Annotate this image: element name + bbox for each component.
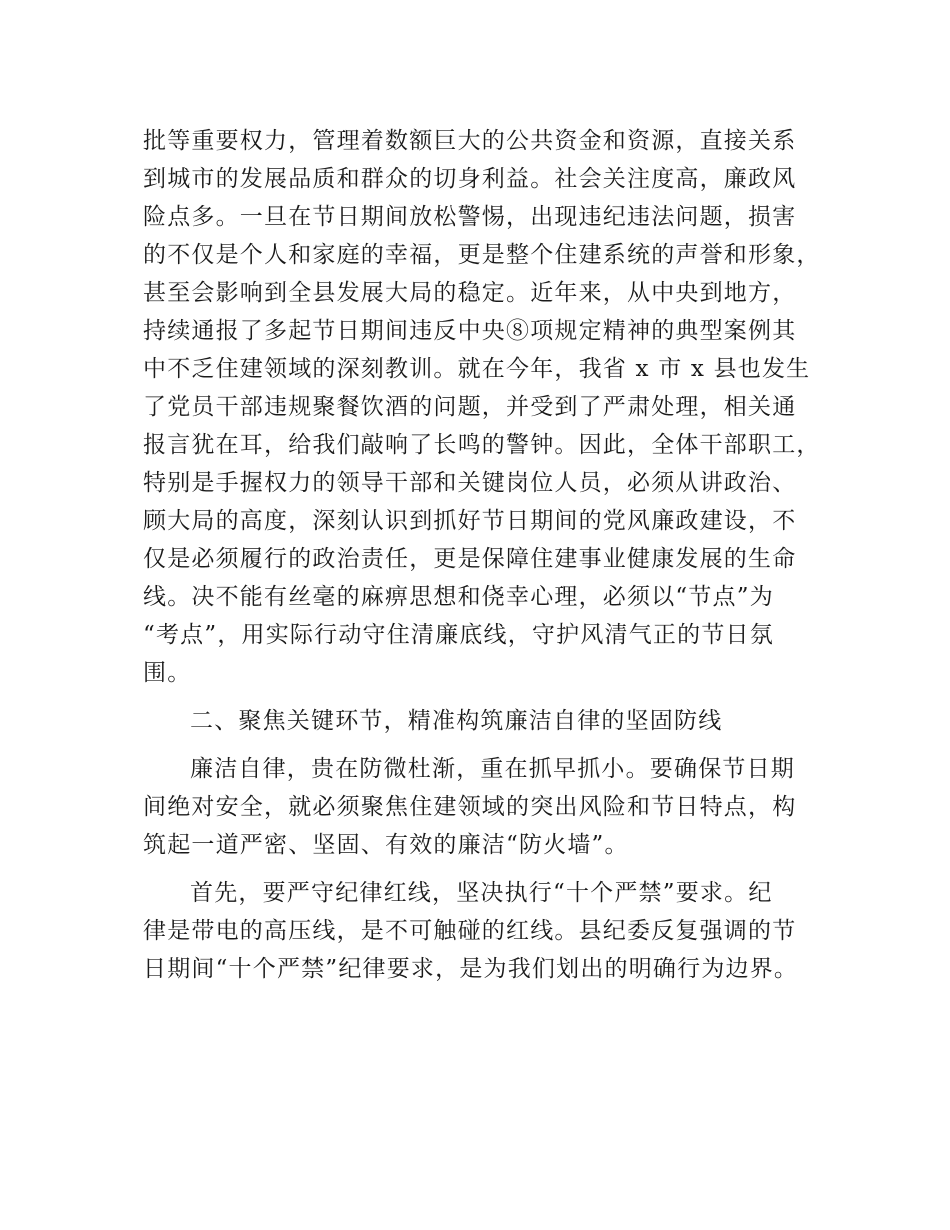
text-line: 围。: [143, 660, 192, 686]
text-line: 险点多。一旦在节日期间放松警惕，出现违纪违法问题，损害: [143, 204, 797, 230]
text-line: 甚至会影响到全县发展大局的稳定。近年来，从中央到地方，: [143, 280, 797, 306]
text-line: 持续通报了多起节日期间违反中央⑧项规定精神的典型案例其: [143, 318, 797, 344]
text-line: 律是带电的高压线，是不可触碰的红线。县纪委反复强调的节: [143, 918, 797, 944]
text-line: 顾大局的高度，深刻认识到抓好节日期间的党风廉政建设，不: [143, 508, 797, 534]
body-paragraph: [143, 122, 843, 692]
document-body: [143, 122, 843, 988]
text-line: 批等重要权力，管理着数额巨大的公共资金和资源，直接关系: [143, 128, 797, 154]
body-paragraph: [143, 874, 843, 988]
section-heading: [143, 702, 843, 740]
text-line: 日期间“十个严禁”纪律要求，是为我们划出的明确行为边界。: [143, 956, 799, 982]
text-line: “考点”，用实际行动守住清廉底线，守护风清气正的节日氛: [143, 622, 774, 648]
body-paragraph: [143, 750, 843, 864]
text-line: 中不乏住建领域的深刻教训。就在今年，我省 x 市 x 县也发生: [143, 356, 811, 382]
text-line: 特别是手握权力的领导干部和关键岗位人员，必须从讲政治、: [143, 470, 797, 496]
text-line: 间绝对安全，就必须聚焦住建领域的突出风险和节日特点，构: [143, 794, 797, 820]
text-line: 了党员干部违规聚餐饮酒的问题，并受到了严肃处理，相关通: [143, 394, 797, 420]
text-line: 报言犹在耳，给我们敲响了长鸣的警钟。因此，全体干部职工，: [143, 432, 821, 458]
text-line: 筑起一道严密、坚固、有效的廉洁“防火墙”。: [143, 832, 629, 858]
text-line: 廉洁自律，贵在防微杜渐，重在抓早抓小。要确保节日期: [190, 756, 795, 782]
heading-line: 二、聚焦关键环节，精准构筑廉洁自律的坚固防线: [190, 708, 723, 734]
text-line: 首先，要严守纪律红线，坚决执行“十个严禁”要求。纪: [190, 880, 773, 906]
text-line: 仅是必须履行的政治责任，更是保障住建事业健康发展的生命: [143, 546, 797, 572]
text-line: 线。决不能有丝毫的麻痹思想和侥幸心理，必须以“节点”为: [143, 584, 774, 610]
text-line: 的不仅是个人和家庭的幸福，更是整个住建系统的声誉和形象，: [143, 242, 821, 268]
text-line: 到城市的发展品质和群众的切身利益。社会关注度高，廉政风: [143, 166, 797, 192]
